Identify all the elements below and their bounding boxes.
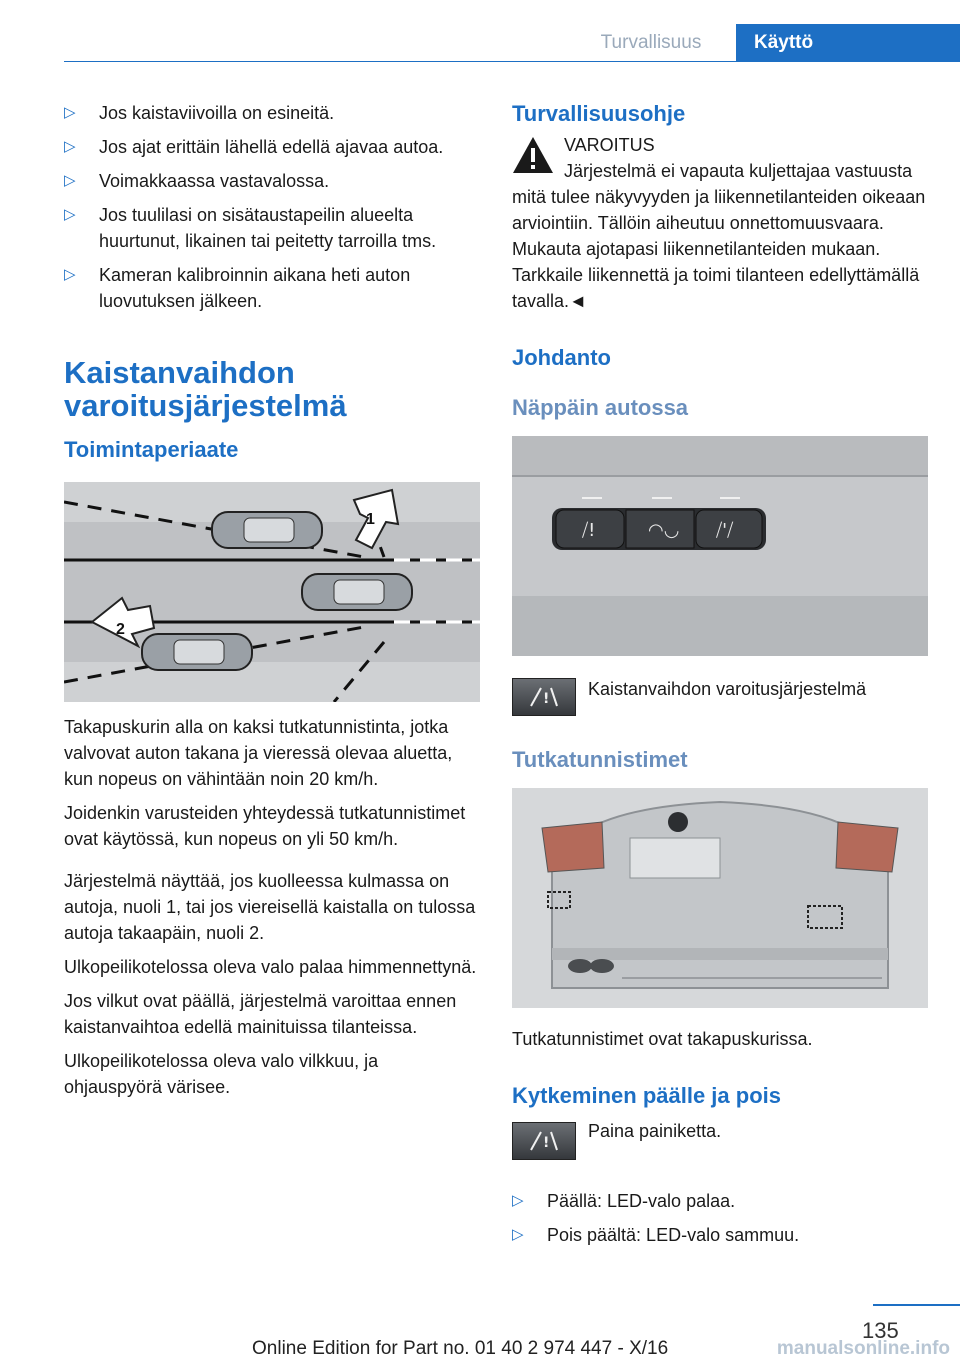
paragraph: Joidenkin varusteiden yhteydessä tutkatunnistimet ovat käytössä, kun nopeus on yli 50 km/h. <box>64 803 466 849</box>
chapter-tab[interactable]: Käyttö <box>736 24 960 62</box>
list-item: ▷ Kameran kalibroinnin aikana heti auton luovutuksen jälkeen. <box>64 262 480 314</box>
car-top-icon <box>212 512 322 548</box>
header-rule <box>64 61 960 62</box>
lane-diagram-image <box>64 482 480 702</box>
svg-text:1: 1 <box>366 511 375 528</box>
svg-text:!: ! <box>543 691 550 707</box>
paragraph: Jos vilkut ovat päällä, järjestelmä varoittaa ennen kaistanvaihtoa edellä mainituissa tilanteissa. <box>64 991 457 1037</box>
warning-text: Järjestelmä ei vapauta kuljettajaa vastuusta mitä tulee näkyvyyden ja liikennetilanteiden oikeaan arviointiin. Tällöin aiheutuu onnettomuusvaara. Mukauta ajotapasi liikennetilanteiden mukaan. Tarkkaile liikennettä ja toimi tilanteen edellyttämällä tavalla.◄ <box>512 161 926 311</box>
warning-title: VAROITUS <box>564 135 655 155</box>
intro-heading: Johdanto <box>512 345 611 370</box>
paragraph: Ulkopeilikotelossa oleva valo palaa himmennettynä. <box>64 957 477 977</box>
warning-block <box>512 132 928 314</box>
list-item: ▷ Voimakkaassa vastavalossa. <box>64 168 480 194</box>
section-title: Kaistanvaihdon varoitusjärjestelmä <box>64 355 347 423</box>
list-item: ▷ Pois päältä: LED-valo sammuu. <box>512 1222 928 1248</box>
subsection-title: Toimintaperiaate <box>64 437 239 462</box>
paragraph: Järjestelmä näyttää, jos kuolleessa kulmassa on autoja, nuoli 1, tai jos viereisellä kaistalla on tulossa autoja takaapäin, nuoli 2. <box>64 871 476 943</box>
paragraph: Takapuskurin alla on kaksi tutkatunnistinta, jotka valvovat auton takana ja vieressä olevaa aluetta, kun nopeus on vähintään noin 20 km/h. <box>64 717 453 789</box>
lane-change-button-icon[interactable] <box>512 678 576 716</box>
left-column <box>64 100 480 1108</box>
paragraph: Ulkopeilikotelossa oleva valo vilkkuu, ja ohjauspyörä värisee. <box>64 1051 379 1097</box>
warning-triangle-icon <box>512 136 554 174</box>
svg-text:⧸!: ⧸! <box>582 520 596 541</box>
right-column <box>512 100 928 1256</box>
header-tabs <box>566 24 960 62</box>
switch-row <box>512 1118 928 1166</box>
button-caption: Kaistanvaihdon varoitusjärjestelmä <box>588 679 867 699</box>
triangle-bullet-icon: ▷ <box>64 138 76 155</box>
triangle-bullet-icon: ▷ <box>64 172 76 189</box>
section-tab[interactable]: Turvallisuus <box>600 32 702 53</box>
rear-bumper-sensors-image <box>512 788 928 1008</box>
sensor-caption: Tutkatunnistimet ovat takapuskurissa. <box>512 1029 813 1049</box>
triangle-bullet-icon: ▷ <box>64 266 76 283</box>
button-caption-row <box>512 676 928 720</box>
car-top-icon <box>302 574 412 610</box>
sensor-heading: Tutkatunnistimet <box>512 747 688 772</box>
lane-change-button-icon[interactable] <box>512 1122 576 1160</box>
switch-instruction: Paina painiketta. <box>588 1121 722 1141</box>
triangle-bullet-icon: ▷ <box>512 1226 524 1243</box>
page-number: 135 <box>862 1318 899 1343</box>
button-heading: Näppäin autossa <box>512 395 689 420</box>
car-buttons-image <box>512 436 928 656</box>
triangle-bullet-icon: ▷ <box>512 1192 524 1209</box>
bmw-logo-icon <box>668 812 688 832</box>
list-item: ▷ Jos ajat erittäin lähellä edellä ajavaa autoa. <box>64 134 480 160</box>
switch-states-list <box>512 1188 928 1248</box>
safety-heading: Turvallisuusohje <box>512 101 686 126</box>
svg-text:!: ! <box>543 1135 550 1151</box>
watermark[interactable]: manualsonline.info <box>776 1338 950 1359</box>
list-item: ▷ Päällä: LED-valo palaa. <box>512 1188 928 1214</box>
triangle-bullet-icon: ▷ <box>64 104 76 121</box>
car-top-icon <box>142 634 252 670</box>
footer-rule <box>873 1304 960 1306</box>
footer-edition: Online Edition for Part no. 01 40 2 974 447 - X/16 <box>252 1338 669 1359</box>
svg-text:⧸'⧸: ⧸'⧸ <box>716 520 734 541</box>
list-item: ▷ Jos kaistaviivoilla on esineitä. <box>64 100 480 126</box>
triangle-bullet-icon: ▷ <box>64 206 76 223</box>
svg-text:2: 2 <box>116 621 125 638</box>
svg-text:◠◡: ◠◡ <box>648 520 680 541</box>
list-item: ▷ Jos tuulilasi on sisätaustapeilin alueelta huurtunut, likainen tai peitetty tarroilla tms. <box>64 202 480 254</box>
switch-heading: Kytkeminen päälle ja pois <box>512 1083 781 1108</box>
conditions-list <box>64 100 480 314</box>
